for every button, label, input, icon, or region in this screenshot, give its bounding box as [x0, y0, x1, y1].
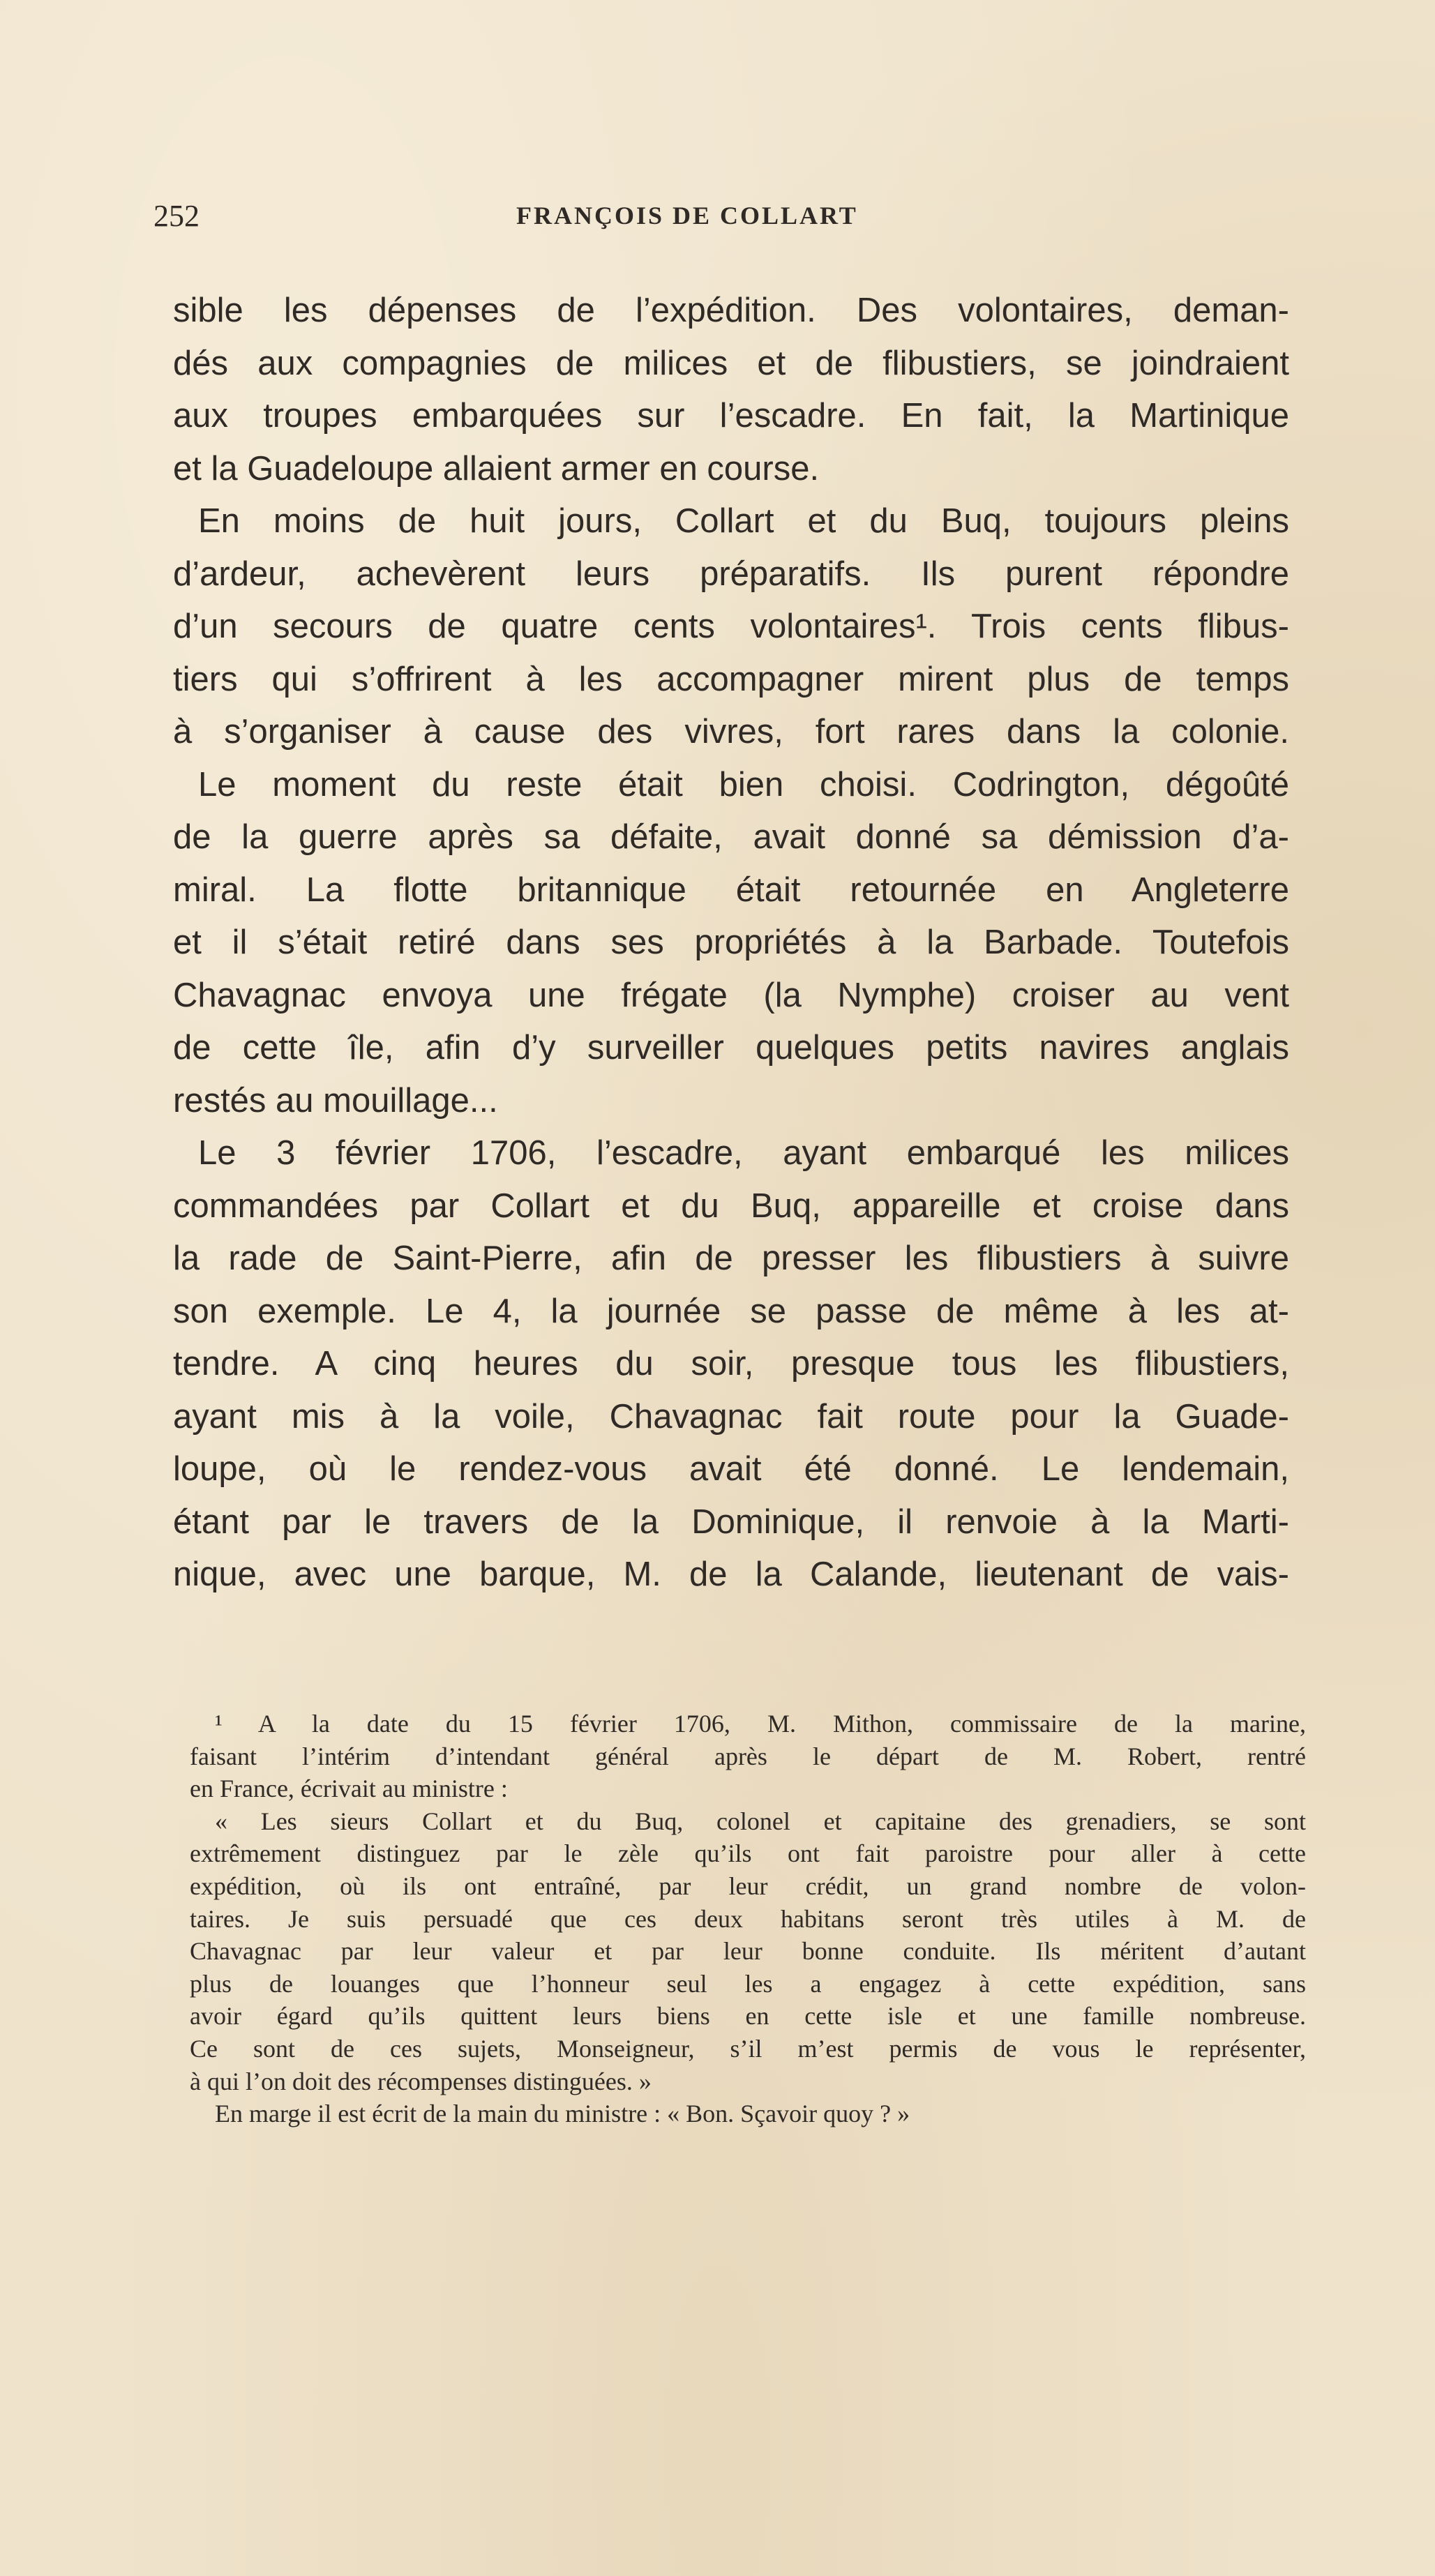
text-line: et il s’était retiré dans ses propriétés à la Barbade. Toutefois [173, 924, 1289, 961]
footnote-line: taires. Je suis persuadé que ces deux habitans seront très utiles à M. de [190, 1904, 1306, 1933]
footnote-line: plus de louanges que l’honneur seul les a engagez à cette expédition, sans [190, 1969, 1306, 1998]
footnote-line: expédition, où ils ont entraîné, par leur crédit, un grand nombre de volon- [190, 1871, 1306, 1900]
footnote-line: En marge il est écrit de la main du ministre : « Bon. Sçavoir quoy ? » [215, 2100, 910, 2128]
text-line: nique, avec une barque, M. de la Calande, lieutenant de vais- [173, 1556, 1289, 1593]
text-line: à s’organiser à cause des vivres, fort rares dans la colonie. [173, 713, 1289, 751]
main-text [173, 285, 1289, 1602]
text-line: tendre. A cinq heures du soir, presque tous les flibustiers, [173, 1345, 1289, 1383]
text-line: son exemple. Le 4, la journée se passe de même à les at- [173, 1292, 1289, 1330]
running-title: FRANÇOIS DE COLLART [516, 202, 858, 229]
text-line: étant par le travers de la Dominique, il renvoie à la Marti- [173, 1502, 1289, 1541]
footnote-line: ¹ A la date du 15 février 1706, M. Mithon, commissaire de la marine, [215, 1710, 1306, 1738]
text-line: d’ardeur, achevèrent leurs préparatifs. Ils purent répondre [173, 555, 1289, 593]
text-line: la rade de Saint-Pierre, afin de presser les flibustiers à suivre [173, 1240, 1289, 1277]
footnotes [190, 1708, 1306, 2130]
running-head [153, 198, 1270, 233]
footnote-line: Ce sont de ces sujets, Monseigneur, s’il m’est permis de vous le représenter, [190, 2034, 1306, 2063]
text-line: et la Guadeloupe allaient armer en course. [173, 449, 820, 488]
text-line: de cette île, afin d’y surveiller quelques petits navires anglais [173, 1029, 1289, 1067]
text-line: aux troupes embarquées sur l’escadre. En fait, la Martinique [173, 397, 1289, 435]
text-line: miral. La flotte britannique était retournée en Angleterre [173, 871, 1289, 909]
text-line: de la guerre après sa défaite, avait donné sa démission d’a- [173, 818, 1289, 856]
text-line: tiers qui s’offrirent à les accompagner mirent plus de temps [173, 660, 1289, 698]
footnote-line: extrêmement distinguez par le zèle qu’ils ont fait paroistre pour aller à cette [190, 1839, 1306, 1868]
text-line: En moins de huit jours, Collart et du Buq, toujours pleins [198, 502, 1289, 540]
footnote-line: « Les sieurs Collart et du Buq, colonel et capitaine des grenadiers, se sont [215, 1807, 1306, 1835]
text-line: dés aux compagnies de milices et de flibustiers, se joindraient [173, 344, 1289, 382]
text-line: commandées par Collart et du Buq, appareille et croise dans [173, 1187, 1289, 1225]
footnote-line: Chavagnac par leur valeur et par leur bonne conduite. Ils méritent d’autant [190, 1937, 1306, 1966]
text-line: d’un secours de quatre cents volontaires¹. Trois cents flibus- [173, 608, 1289, 645]
page-number: 252 [153, 199, 200, 233]
text-line: Le 3 février 1706, l’escadre, ayant embarqué les milices [198, 1134, 1289, 1172]
footnote-line: avoir égard qu’ils quittent leurs biens en cette isle et une famille nombreuse. [190, 2002, 1306, 2031]
footnote-line: à qui l’on doit des récompenses distinguées. » [190, 2067, 652, 2095]
text-line: loupe, où le rendez-vous avait été donné. Le lendemain, [173, 1450, 1289, 1488]
text-line: restés au mouillage... [173, 1081, 498, 1120]
text-line: ayant mis à la voile, Chavagnac fait route pour la Guade- [173, 1397, 1289, 1436]
text-line: Le moment du reste était bien choisi. Codrington, dégoûté [198, 765, 1289, 804]
text-line: sible les dépenses de l’expédition. Des volontaires, deman- [173, 292, 1289, 329]
footnote-line: faisant l’intérim d’intendant général après le départ de M. Robert, rentré [190, 1742, 1306, 1770]
footnote-line: en France, écrivait au ministre : [190, 1775, 508, 1803]
text-line: Chavagnac envoya une frégate (la Nymphe) croiser au vent [173, 976, 1289, 1014]
